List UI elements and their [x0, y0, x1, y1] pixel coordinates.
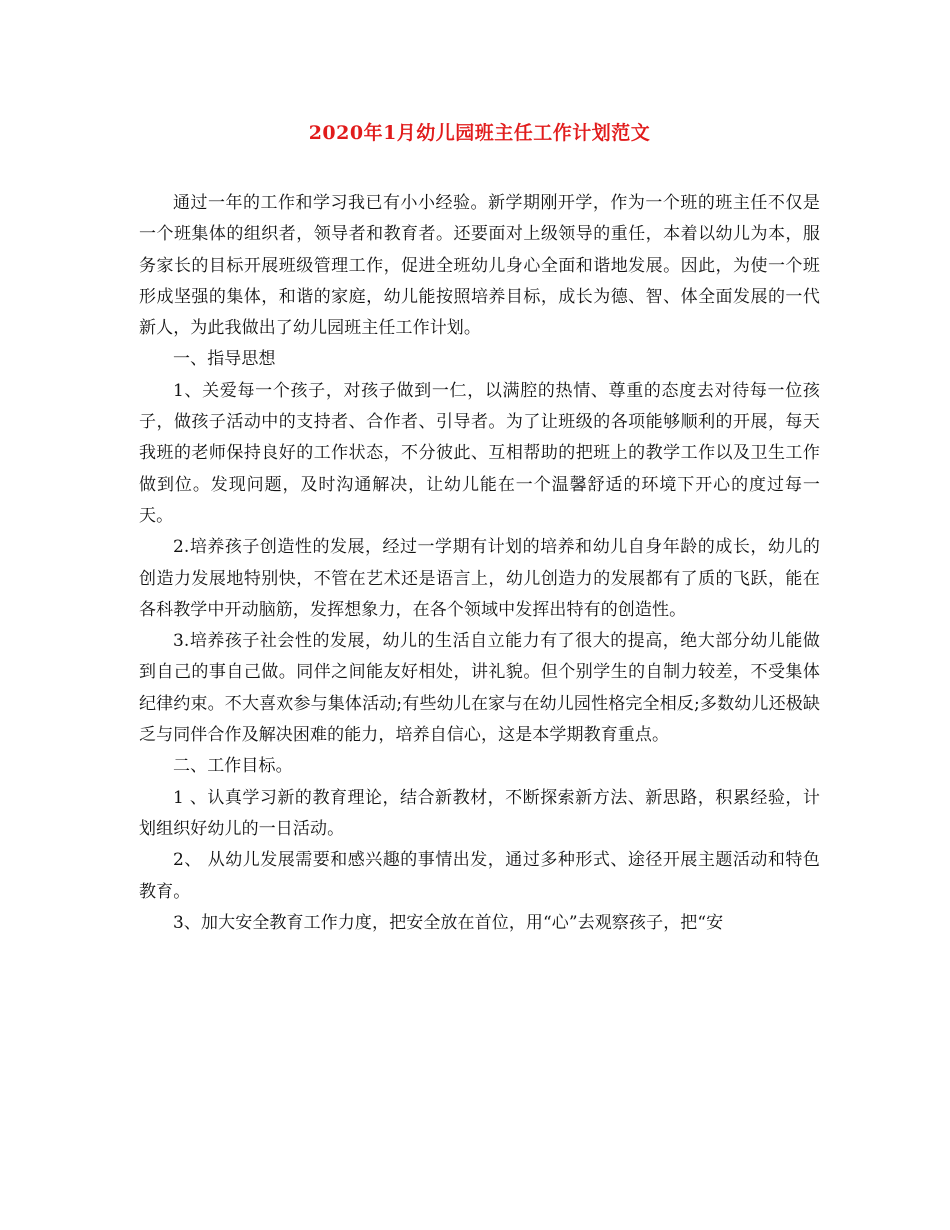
paragraph-goal-1: 1 、认真学习新的教育理论，结合新教材，不断探索新方法、新思路，积累经验，计划组织好幼儿的一日活动。 [139, 787, 820, 839]
section-heading-work-goals: 二、工作目标。 [173, 756, 293, 777]
section-heading-guiding-ideology: 一、指导思想 [173, 349, 276, 370]
paragraph-intro: 通过一年的工作和学习我已有小小经验。新学期刚开学，作为一个班的班主任不仅是一个班集体的组织者，领导者和教育者。还要面对上级领导的重任，本着以幼儿为本，服务家长的目标开展班级管理工作，促进全班幼儿身心全面和谐地发展。因此，为使一个班形成坚强的集体，和谐的家庭，幼儿能按照培养目标，成长为德、智、体全面发展的一代新人，为此我做出了幼儿园班主任工作计划。 [139, 193, 820, 339]
paragraph-goal-2: 2、 从幼儿发展需要和感兴趣的事情出发，通过多种形式、途径开展主题活动和特色教育。 [139, 850, 820, 902]
paragraph-item-3: 3.培养孩子社会性的发展，幼儿的生活自立能力有了很大的提高，绝大部分幼儿能做到自己的事自己做。同伴之间能友好相处，讲礼貌。但个别学生的自制力较差，不受集体纪律约束。不大喜欢参与集体活动;有些幼儿在家与在幼儿园性格完全相反;多数幼儿还极缺乏与同伴合作及解决困难的能力，培养自信心，这是本学期教育重点。 [139, 631, 820, 746]
document-title: 2020年1月幼儿园班主任工作计划范文 [308, 122, 651, 144]
paragraph-goal-3: 3、加大安全教育工作力度，把安全放在首位，用“心”去观察孩子，把“安 [173, 912, 724, 933]
paragraph-item-1: 1、关爱每一个孩子，对孩子做到一仁，以满腔的热情、尊重的态度去对待每一位孩子，做孩子活动中的支持者、合作者、引导者。为了让班级的各项能够顺利的开展，每天我班的老师保持良好的工作状态，不分彼此、互相帮助的把班上的教学工作以及卫生工作做到位。发现问题，及时沟通解决，让幼儿能在一个温馨舒适的环境下开心的度过每一天。 [139, 380, 820, 526]
paragraph-item-2: 2.培养孩子创造性的发展，经过一学期有计划的培养和幼儿自身年龄的成长，幼儿的创造力发展地特别快，不管在艺术还是语言上，幼儿创造力的发展都有了质的飞跃，能在各科教学中开动脑筋，发挥想象力，在各个领域中发挥出特有的创造性。 [139, 537, 820, 620]
